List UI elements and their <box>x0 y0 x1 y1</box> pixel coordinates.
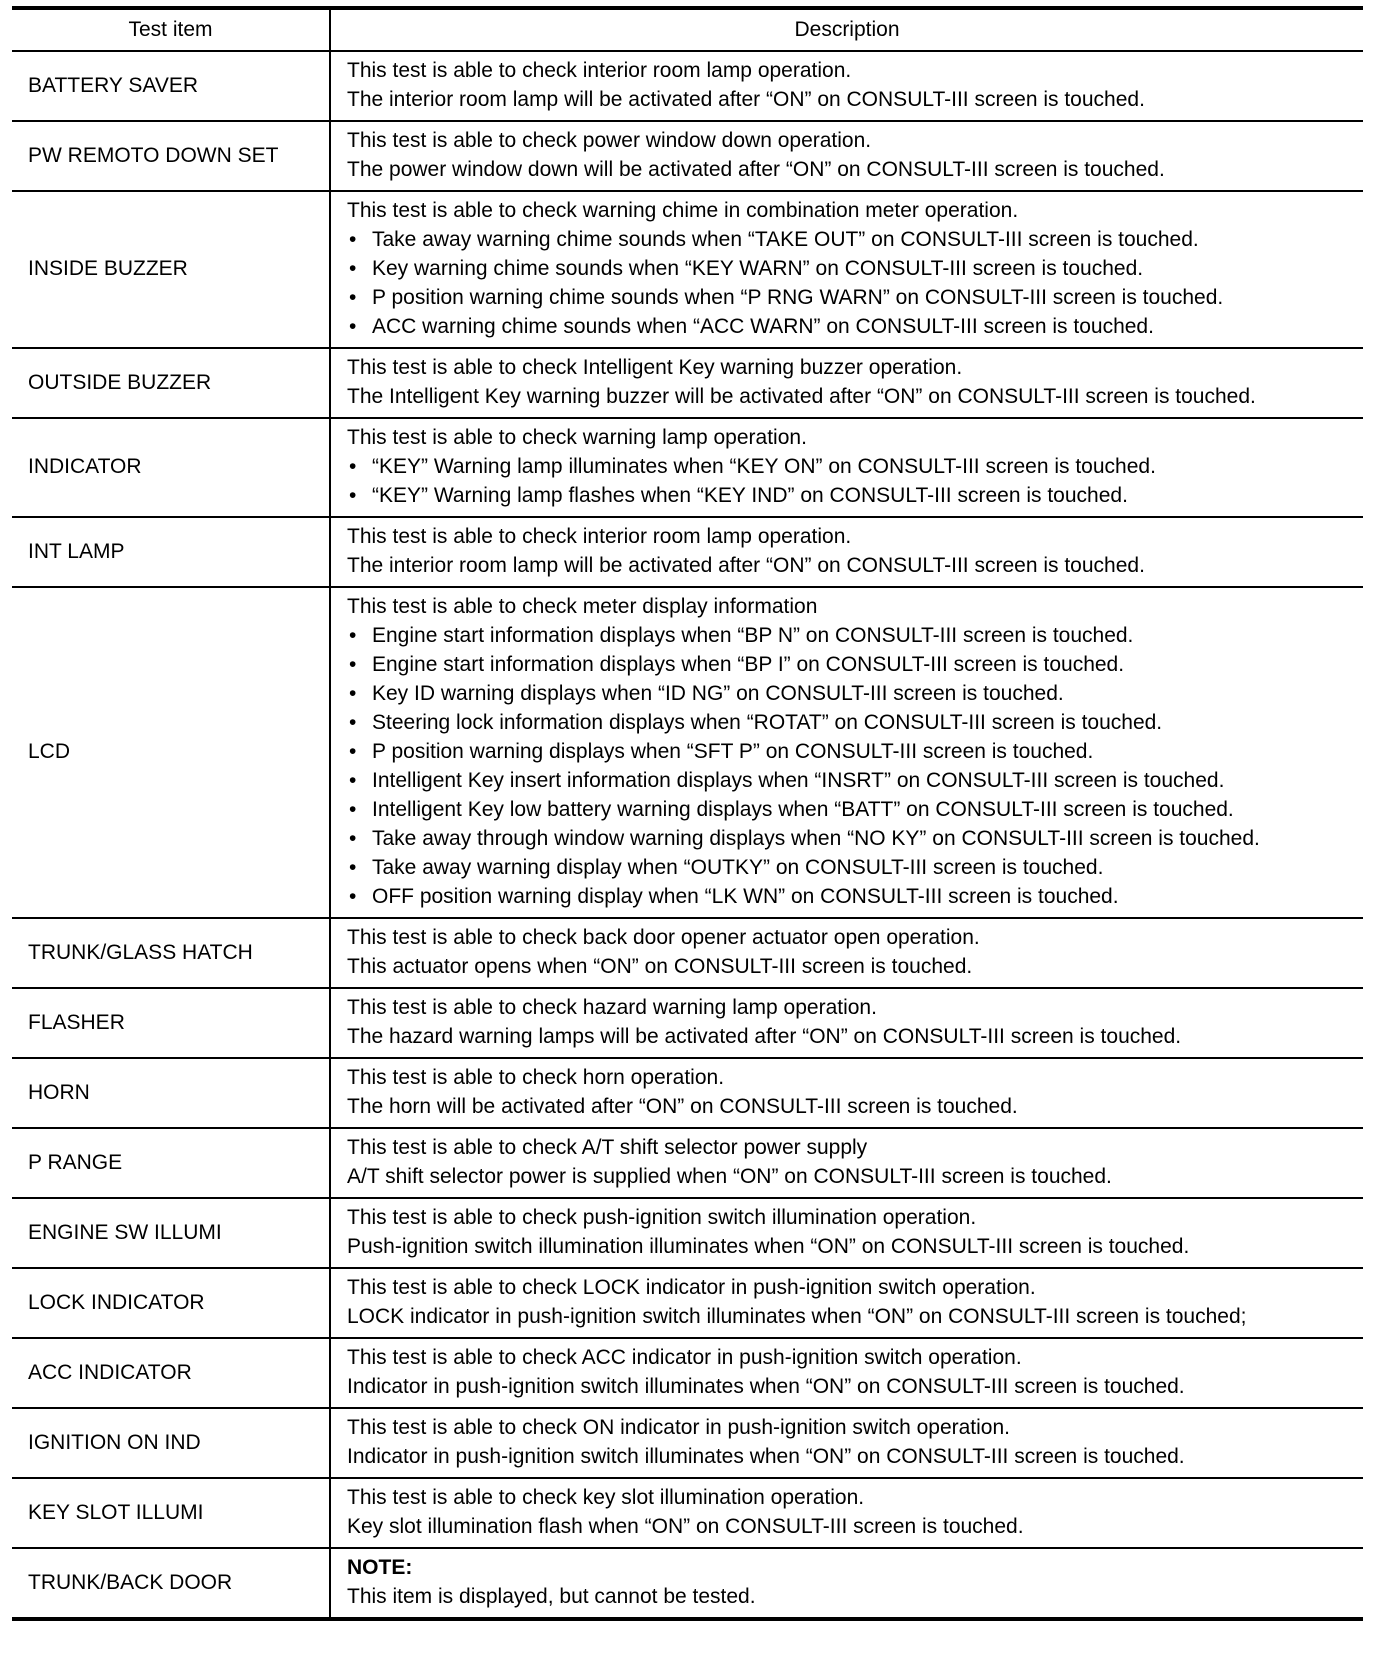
table-row <box>12 1198 1363 1268</box>
table-row <box>12 1128 1363 1198</box>
table-row <box>12 1058 1363 1128</box>
description-bullet: • Intelligent Key low battery warning displays when “BATT” on CONSULT-III screen is touched. <box>347 795 1355 824</box>
table-row <box>12 1268 1363 1338</box>
test-item-cell: LCD <box>12 587 330 918</box>
table-row <box>12 1338 1363 1408</box>
description-cell <box>330 587 1363 918</box>
description-bullet: • OFF position warning display when “LK WN” on CONSULT-III screen is touched. <box>347 882 1355 911</box>
table-row <box>12 1408 1363 1478</box>
description-line: The Intelligent Key warning buzzer will be activated after “ON” on CONSULT-III screen is touched. <box>347 385 1256 408</box>
test-item-cell: P RANGE <box>12 1128 330 1198</box>
description-line: This test is able to check meter display information <box>347 595 818 618</box>
table-row <box>12 1478 1363 1548</box>
description-line: This actuator opens when “ON” on CONSULT-III screen is touched. <box>347 955 973 978</box>
test-item-cell: PW REMOTO DOWN SET <box>12 121 330 191</box>
description-cell <box>330 1338 1363 1408</box>
description-cell <box>330 1268 1363 1338</box>
table-row <box>12 418 1363 517</box>
note-label: NOTE: <box>347 1556 413 1579</box>
description-bullet: • “KEY” Warning lamp flashes when “KEY IND” on CONSULT-III screen is touched. <box>347 481 1355 510</box>
table-row <box>12 988 1363 1058</box>
test-item-cell: FLASHER <box>12 988 330 1058</box>
test-item-table <box>12 6 1363 1621</box>
description-line: This test is able to check horn operation. <box>347 1066 725 1089</box>
description-bullet: • Intelligent Key insert information displays when “INSRT” on CONSULT-III screen is touched. <box>347 766 1355 795</box>
description-bullet: • Key ID warning displays when “ID NG” on CONSULT-III screen is touched. <box>347 679 1355 708</box>
description-line: The interior room lamp will be activated after “ON” on CONSULT-III screen is touched. <box>347 88 1145 111</box>
description-bullet: • Take away warning display when “OUTKY” on CONSULT-III screen is touched. <box>347 853 1355 882</box>
test-item-cell: ACC INDICATOR <box>12 1338 330 1408</box>
description-line: This item is displayed, but cannot be tested. <box>347 1585 756 1608</box>
description-line: This test is able to check A/T shift selector power supply <box>347 1136 868 1159</box>
table-header-row <box>12 8 1363 51</box>
header-description: Description <box>330 8 1363 51</box>
test-item-cell: TRUNK/GLASS HATCH <box>12 918 330 988</box>
description-cell <box>330 988 1363 1058</box>
description-line: The hazard warning lamps will be activated after “ON” on CONSULT-III screen is touched. <box>347 1025 1182 1048</box>
description-cell <box>330 348 1363 418</box>
description-line: The interior room lamp will be activated after “ON” on CONSULT-III screen is touched. <box>347 554 1145 577</box>
table-row <box>12 121 1363 191</box>
description-line: This test is able to check hazard warning lamp operation. <box>347 996 877 1019</box>
table-row <box>12 517 1363 587</box>
header-test-item: Test item <box>12 8 330 51</box>
description-cell <box>330 1548 1363 1619</box>
test-item-cell: OUTSIDE BUZZER <box>12 348 330 418</box>
test-item-cell: HORN <box>12 1058 330 1128</box>
table-row <box>12 1548 1363 1619</box>
test-item-cell: INSIDE BUZZER <box>12 191 330 348</box>
description-line: A/T shift selector power is supplied when “ON” on CONSULT-III screen is touched. <box>347 1165 1112 1188</box>
description-line: This test is able to check interior room lamp operation. <box>347 59 852 82</box>
description-cell <box>330 517 1363 587</box>
description-line: This test is able to check Intelligent Key warning buzzer operation. <box>347 356 963 379</box>
test-item-cell: LOCK INDICATOR <box>12 1268 330 1338</box>
description-line: Push-ignition switch illumination illuminates when “ON” on CONSULT-III screen is touched. <box>347 1235 1190 1258</box>
table-row <box>12 191 1363 348</box>
table-row <box>12 918 1363 988</box>
description-line: LOCK indicator in push-ignition switch illuminates when “ON” on CONSULT-III screen is touched; <box>347 1305 1247 1328</box>
description-cell <box>330 1128 1363 1198</box>
test-item-cell: TRUNK/BACK DOOR <box>12 1548 330 1619</box>
description-line: This test is able to check power window down operation. <box>347 129 872 152</box>
description-bullet: • Steering lock information displays when “ROTAT” on CONSULT-III screen is touched. <box>347 708 1355 737</box>
description-bullet: • Take away warning chime sounds when “TAKE OUT” on CONSULT-III screen is touched. <box>347 225 1355 254</box>
description-cell <box>330 121 1363 191</box>
description-line: This test is able to check interior room lamp operation. <box>347 525 852 548</box>
description-line: The power window down will be activated after “ON” on CONSULT-III screen is touched. <box>347 158 1165 181</box>
table-body <box>12 51 1363 1619</box>
description-cell <box>330 51 1363 121</box>
description-cell <box>330 1198 1363 1268</box>
description-line: Indicator in push-ignition switch illuminates when “ON” on CONSULT-III screen is touched. <box>347 1375 1185 1398</box>
description-cell <box>330 1478 1363 1548</box>
description-line: This test is able to check warning lamp operation. <box>347 426 807 449</box>
table-row <box>12 51 1363 121</box>
description-bullet: • P position warning displays when “SFT P” on CONSULT-III screen is touched. <box>347 737 1355 766</box>
description-cell <box>330 418 1363 517</box>
description-line: This test is able to check push-ignition switch illumination operation. <box>347 1206 977 1229</box>
description-line: This test is able to check ON indicator in push-ignition switch operation. <box>347 1416 1010 1439</box>
test-item-cell: INDICATOR <box>12 418 330 517</box>
description-bullet: • Engine start information displays when “BP I” on CONSULT-III screen is touched. <box>347 650 1355 679</box>
description-line: This test is able to check key slot illumination operation. <box>347 1486 865 1509</box>
description-bullet: • Engine start information displays when “BP N” on CONSULT-III screen is touched. <box>347 621 1355 650</box>
description-cell <box>330 1408 1363 1478</box>
description-line: This test is able to check warning chime in combination meter operation. <box>347 199 1019 222</box>
description-line: The horn will be activated after “ON” on CONSULT-III screen is touched. <box>347 1095 1018 1118</box>
description-bullet: • Take away through window warning displays when “NO KY” on CONSULT-III screen is touched. <box>347 824 1355 853</box>
description-bullet: • P position warning chime sounds when “P RNG WARN” on CONSULT-III screen is touched. <box>347 283 1355 312</box>
test-item-cell: ENGINE SW ILLUMI <box>12 1198 330 1268</box>
description-line: This test is able to check back door opener actuator open operation. <box>347 926 980 949</box>
test-item-cell: KEY SLOT ILLUMI <box>12 1478 330 1548</box>
description-line: Key slot illumination flash when “ON” on CONSULT-III screen is touched. <box>347 1515 1024 1538</box>
description-bullet: • “KEY” Warning lamp illuminates when “KEY ON” on CONSULT-III screen is touched. <box>347 452 1355 481</box>
description-cell <box>330 918 1363 988</box>
description-line: This test is able to check ACC indicator in push-ignition switch operation. <box>347 1346 1022 1369</box>
table-row <box>12 587 1363 918</box>
description-cell <box>330 191 1363 348</box>
test-item-cell: INT LAMP <box>12 517 330 587</box>
description-line: This test is able to check LOCK indicator in push-ignition switch operation. <box>347 1276 1036 1299</box>
table-row <box>12 348 1363 418</box>
description-cell <box>330 1058 1363 1128</box>
test-item-cell: BATTERY SAVER <box>12 51 330 121</box>
test-item-cell: IGNITION ON IND <box>12 1408 330 1478</box>
description-bullet: • ACC warning chime sounds when “ACC WARN” on CONSULT-III screen is touched. <box>347 312 1355 341</box>
description-line: Indicator in push-ignition switch illuminates when “ON” on CONSULT-III screen is touched. <box>347 1445 1185 1468</box>
description-bullet: • Key warning chime sounds when “KEY WARN” on CONSULT-III screen is touched. <box>347 254 1355 283</box>
